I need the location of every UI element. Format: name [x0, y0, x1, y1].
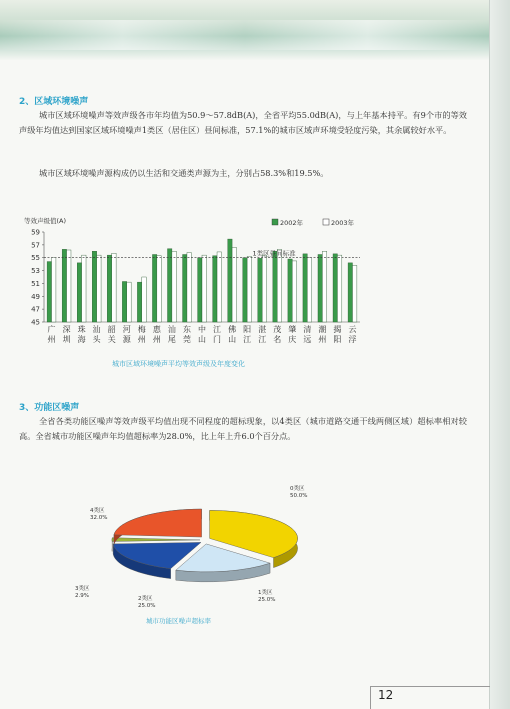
bar-2003年-汕头	[97, 255, 101, 322]
bar-2002年-珠海	[77, 263, 81, 322]
bar-2003年-汕尾	[172, 251, 176, 322]
pie-label-1类区: 25.0%	[258, 597, 276, 603]
bar-y-tick-label: 49	[31, 292, 40, 301]
bar-2003年-湛江	[262, 255, 266, 322]
bar-category-label: 梅	[137, 325, 146, 334]
bar-category-label: 浮	[348, 335, 357, 344]
bar-2002年-广州	[47, 262, 51, 322]
bar-category-label: 东	[182, 325, 191, 334]
bar-2003年-惠州	[157, 256, 161, 322]
bar-y-tick-label: 45	[31, 318, 40, 327]
bar-2003年-茂名	[277, 249, 281, 322]
bar-2003年-东莞	[187, 253, 191, 322]
bar-category-label: 海	[77, 335, 86, 344]
bar-category-label: 莞	[182, 335, 191, 344]
section2-heading: 2、区域环境噪声	[19, 97, 89, 107]
bar-category-label: 茂	[273, 325, 282, 334]
bar-2003年-清远	[307, 258, 311, 322]
bar-2003年-梅州	[142, 277, 146, 322]
bar-category-label: 山	[198, 335, 206, 344]
bar-category-label: 肇	[288, 325, 297, 334]
bar-y-tick-label: 51	[31, 279, 40, 288]
bar-2002年-惠州	[152, 255, 156, 323]
bar-category-label: 广	[47, 325, 56, 334]
bar-category-label: 云	[348, 325, 357, 334]
bar-category-label: 阳	[333, 335, 342, 344]
bar-category-label: 惠	[152, 325, 161, 334]
bar-category-label: 州	[152, 335, 161, 344]
pie-label-0类区: 0类区	[290, 486, 305, 492]
legend-2002-label: 2002年	[280, 219, 304, 227]
reference-line-label: 1类区昼间标准	[252, 249, 296, 258]
bar-2002年-河源	[122, 282, 126, 323]
pie-chart-slices	[112, 509, 298, 582]
bar-y-tick-label: 55	[31, 254, 40, 263]
bar-category-label: 深	[62, 325, 71, 334]
pie-chart	[75, 486, 340, 609]
bar-category-label: 尾	[167, 335, 176, 344]
bar-chart-ylabel: 等效声级值(A)	[24, 217, 67, 225]
bar-2003年-珠海	[82, 255, 86, 322]
page-number: 12	[378, 688, 394, 702]
bar-chart-legend	[272, 218, 355, 227]
bar-category-label: 汕	[92, 325, 101, 334]
section3-heading: 3、功能区噪声	[19, 403, 80, 413]
bar-category-label: 江	[243, 335, 252, 344]
bar-2002年-江门	[213, 256, 217, 322]
bar-2002年-阳江	[243, 258, 247, 322]
bar-2002年-揭阳	[333, 254, 337, 322]
pie-label-0类区: 50.0%	[290, 493, 308, 499]
bar-category-label: 韶	[107, 325, 116, 334]
bar-2003年-云浮	[352, 265, 356, 322]
bar-category-label: 庆	[288, 335, 297, 344]
bar-2002年-潮州	[318, 255, 322, 323]
bar-y-tick-label: 57	[31, 241, 40, 250]
pie-slice-3类区	[112, 538, 200, 542]
bar-y-tick-label: 53	[31, 267, 40, 276]
bar-category-label: 远	[303, 335, 312, 344]
bar-chart-bars	[47, 239, 357, 322]
bar-2002年-茂名	[273, 251, 277, 322]
page-number-rule	[370, 686, 490, 687]
bar-category-label: 州	[47, 335, 56, 344]
page-number-divider	[370, 686, 371, 709]
bar-2002年-肇庆	[288, 259, 292, 322]
legend-2002-swatch	[272, 219, 278, 225]
bar-y-tick-label: 59	[31, 228, 40, 237]
bar-category-label: 珠	[77, 325, 86, 334]
bar-2003年-河源	[127, 282, 131, 322]
bar-category-label: 圳	[62, 335, 71, 344]
pie-slice-4类区	[114, 509, 202, 537]
bar-category-label: 州	[318, 335, 327, 344]
bar-category-label: 湛	[258, 325, 267, 334]
section2-paragraph-2: 城市区域环境噪声源构成仍以生活和交通类声源为主，分别占58.3%和19.5%。	[39, 168, 329, 178]
header-banner	[0, 0, 490, 60]
bar-category-label: 中	[198, 325, 206, 334]
bar-category-label: 门	[213, 335, 222, 344]
bar-chart	[10, 215, 370, 350]
bar-2003年-肇庆	[292, 261, 296, 322]
bar-2003年-潮州	[322, 251, 326, 322]
bar-chart-category-labels	[48, 324, 357, 344]
bar-category-label: 揭	[333, 325, 342, 334]
bar-2002年-东莞	[183, 255, 187, 323]
bar-2002年-中山	[198, 258, 202, 322]
bar-2003年-阳江	[247, 256, 251, 322]
bar-2003年-广州	[52, 258, 56, 322]
bar-2002年-汕尾	[168, 249, 172, 322]
bar-category-label: 名	[273, 335, 282, 344]
pie-label-1类区: 1类区	[258, 590, 273, 596]
bar-category-label: 头	[92, 335, 101, 344]
bar-2003年-江门	[217, 252, 221, 322]
pie-label-3类区: 3类区	[75, 586, 90, 592]
bar-category-label: 江	[213, 325, 222, 334]
bar-2003年-中山	[202, 255, 206, 322]
bar-2002年-湛江	[258, 258, 262, 322]
page-edge-strip	[489, 0, 510, 709]
bar-2003年-韶关	[112, 253, 116, 322]
bar-2002年-梅州	[137, 282, 141, 322]
bar-category-label: 江	[258, 335, 267, 344]
pie-chart-caption: 城市功能区噪声超标率	[146, 617, 211, 625]
pie-label-4类区: 4类区	[90, 508, 105, 514]
bar-chart-caption: 城市区域环境噪声平均等效声级及年度变化	[112, 360, 245, 368]
bar-2002年-佛山	[228, 239, 232, 322]
legend-2003-swatch	[323, 219, 329, 225]
bar-2002年-韶关	[107, 255, 111, 322]
header-cloud-decoration	[0, 20, 490, 50]
bar-2002年-汕头	[92, 251, 96, 322]
section2-paragraph-1: 城市区域环境噪声等效声级各市年均值为50.9～57.8dB(A)，全省平均55.0dB(A)，与上年基本持平。有9个市的等效声级年均值达到国家区域环境噪声1类区（居住区）昼间标准，57.1%的城市区域声环境受轻度污染，其余属较好水平。	[19, 110, 467, 135]
bar-category-label: 源	[122, 335, 131, 344]
legend-2003-label: 2003年	[331, 219, 355, 227]
bar-category-label: 佛	[228, 325, 237, 334]
bar-category-label: 山	[228, 335, 237, 344]
pie-label-3类区: 2.9%	[75, 593, 89, 599]
pie-label-2类区: 25.0%	[138, 603, 156, 609]
bar-2002年-清远	[303, 254, 307, 322]
section3-paragraph-1: 全省各类功能区噪声等效声级平均值出现不同程度的超标现象，以4类区（城市道路交通干线两侧区域）超标率相对较高。全省城市功能区噪声年均值超标率为28.0%，比上年上升6.0个百分点。	[19, 416, 467, 441]
bar-2003年-深圳	[67, 250, 71, 322]
bar-2002年-深圳	[62, 249, 66, 322]
bar-category-label: 阳	[243, 325, 252, 334]
pie-label-2类区: 2类区	[138, 596, 153, 602]
bar-2003年-揭阳	[337, 255, 341, 322]
bar-category-label: 河	[122, 325, 131, 334]
bar-category-label: 汕	[167, 325, 176, 334]
bar-category-label: 关	[107, 335, 116, 344]
bar-y-tick-label: 47	[31, 305, 40, 314]
bar-2002年-云浮	[348, 263, 352, 322]
bar-category-label: 清	[303, 325, 312, 334]
pie-label-4类区: 32.0%	[90, 515, 108, 521]
bar-category-label: 潮	[318, 325, 327, 334]
bar-2003年-佛山	[232, 247, 236, 322]
bar-category-label: 州	[137, 335, 146, 344]
